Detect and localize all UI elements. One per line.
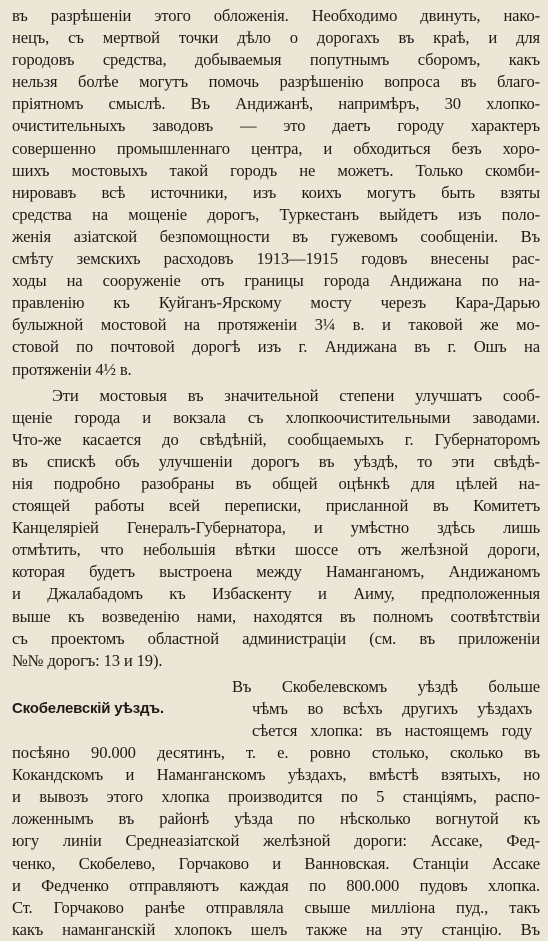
text-line: булыжной мостовой на протяженіи 3¼ в. и таковой же мо- xyxy=(12,315,540,335)
text-line: протяженіи 4½ в. xyxy=(12,359,132,379)
text-line: которая будетъ выстроена между Наманганомъ, Андижаномъ xyxy=(12,562,540,582)
text-line: Эти мостовыя въ значительной степени улучшатъ сооб- xyxy=(52,385,540,405)
text-line: пріятномъ смыслѣ. Въ Андижанѣ, напримѣръ, 30 хлопко- xyxy=(12,94,540,114)
text-line: ченко, Скобелево, Горчаково и Ванновская. Станціи Ассаке xyxy=(12,853,540,873)
paragraph-1 xyxy=(12,5,540,381)
text-line: выше къ возведенію нами, находятся въ полномъ соотвѣтствіи xyxy=(12,606,540,626)
text-line: нія подробно разобраны въ общей оцѣнкѣ для цѣлей на- xyxy=(12,473,540,493)
text-line: нецъ, съ мертвой точки дѣло о дорогахъ въ краѣ, и для xyxy=(12,28,540,48)
text-line: средства на мощеніе дорогъ, Туркестанъ выйдетъ изъ поло- xyxy=(12,204,540,224)
text-line: совершенно промышленнаго центра, и обходиться безъ хоро- xyxy=(12,138,540,158)
text-line: Въ Скобелевскомъ уѣздѣ больше xyxy=(232,676,540,696)
section-heading: Скобелевскій уѣздъ. xyxy=(12,699,164,717)
text-line: какъ наманганскій хлопокъ шелъ также на эту станцію. Въ xyxy=(12,919,540,939)
text-line: щеніе города и вокзала съ хлопкоочистительными заводами. xyxy=(12,407,540,427)
text-line: отмѣтить, что небольшія вѣтки шоссе отъ желѣзной дороги, xyxy=(12,540,540,560)
text-line: стовой по почтовой дорогѣ изъ г. Андижана въ г. Ошъ на xyxy=(12,337,540,357)
text-line: правленію къ Куйганъ-Ярскому мосту черезъ Кара-Дарью xyxy=(12,293,540,313)
text-line: посѣяно 90.000 десятинъ, т. е. ровно столько, сколько въ xyxy=(12,743,540,763)
text-line: и Федченко отправляютъ каждая по 800.000 пудовъ хлопка. xyxy=(12,875,540,895)
text-line: югу линіи Среднеазіатской желѣзной дороги: Ассаке, Фед- xyxy=(12,831,540,851)
text-line: шихъ мостовыхъ такой городъ не можетъ. Только скомби- xyxy=(12,160,540,180)
text-line: Ст. Горчаково ранѣе отправляла свыше милліона пуд., такъ xyxy=(12,897,540,917)
text-line: съ проектомъ областной администраціи (см. въ приложеніи xyxy=(12,628,540,648)
text-line: нельзя болѣе могутъ помочь разрѣшенію вопроса въ благо- xyxy=(12,72,540,92)
paragraph-2 xyxy=(12,385,540,672)
text-line: Канцеляріей Генералъ-Губернатора, и умѣстно здѣсь лишь xyxy=(12,518,540,538)
side-heading-row xyxy=(12,698,540,720)
text-line: городовъ средства, добываемыя попутнымъ сборомъ, какъ xyxy=(12,50,540,70)
text-line: въ разрѣшеніи этого обложенія. Необходимо двинуть, нако- xyxy=(12,6,540,25)
text-line: женія азіатской безпомощности въ гужевомъ сообщеніи. Въ xyxy=(12,226,540,246)
text-line: ходы на сооруженіе отъ границы города Андижана по на- xyxy=(12,271,540,291)
text-line: въ спискѣ объ улучшеніи дорогъ въ уѣздѣ, то эти свѣдѣ- xyxy=(12,451,540,471)
text-line: нировавъ всѣ источники, изъ коихъ могутъ быть взяты xyxy=(12,182,540,202)
text-line: сѣется хлопка: въ настоящемъ году xyxy=(252,721,532,740)
section-skobelev xyxy=(12,676,540,941)
text-line: и Джалабадомъ къ Избаскенту и Аиму, предположенныя xyxy=(12,584,540,604)
text-line: ложеннымъ въ районѣ уѣзда по нѣсколько вогнутой къ xyxy=(12,809,540,829)
text-line: Что-же касается до свѣдѣній, сообщаемыхъ г. Губернаторомъ xyxy=(12,429,540,449)
text-line: стоящей работы всей переписки, присланной въ Комитетъ xyxy=(12,496,540,516)
text-line: смѣту земскихъ расходовъ 1913—1915 годовъ внесены рас- xyxy=(12,249,540,269)
text-line: чѣмъ во всѣхъ другихъ уѣздахъ xyxy=(252,698,532,718)
text-line: №№ дорогъ: 13 и 19). xyxy=(12,650,163,670)
text-line: очистительныхъ заводовъ — это даетъ городу характеръ xyxy=(12,116,540,136)
text-line: Кокандскомъ и Наманганскомъ уѣздахъ, вмѣстѣ взятыхъ, но xyxy=(12,765,540,785)
text-line: и вывозъ этого хлопка производится по 5 станціямъ, распо- xyxy=(12,787,540,807)
